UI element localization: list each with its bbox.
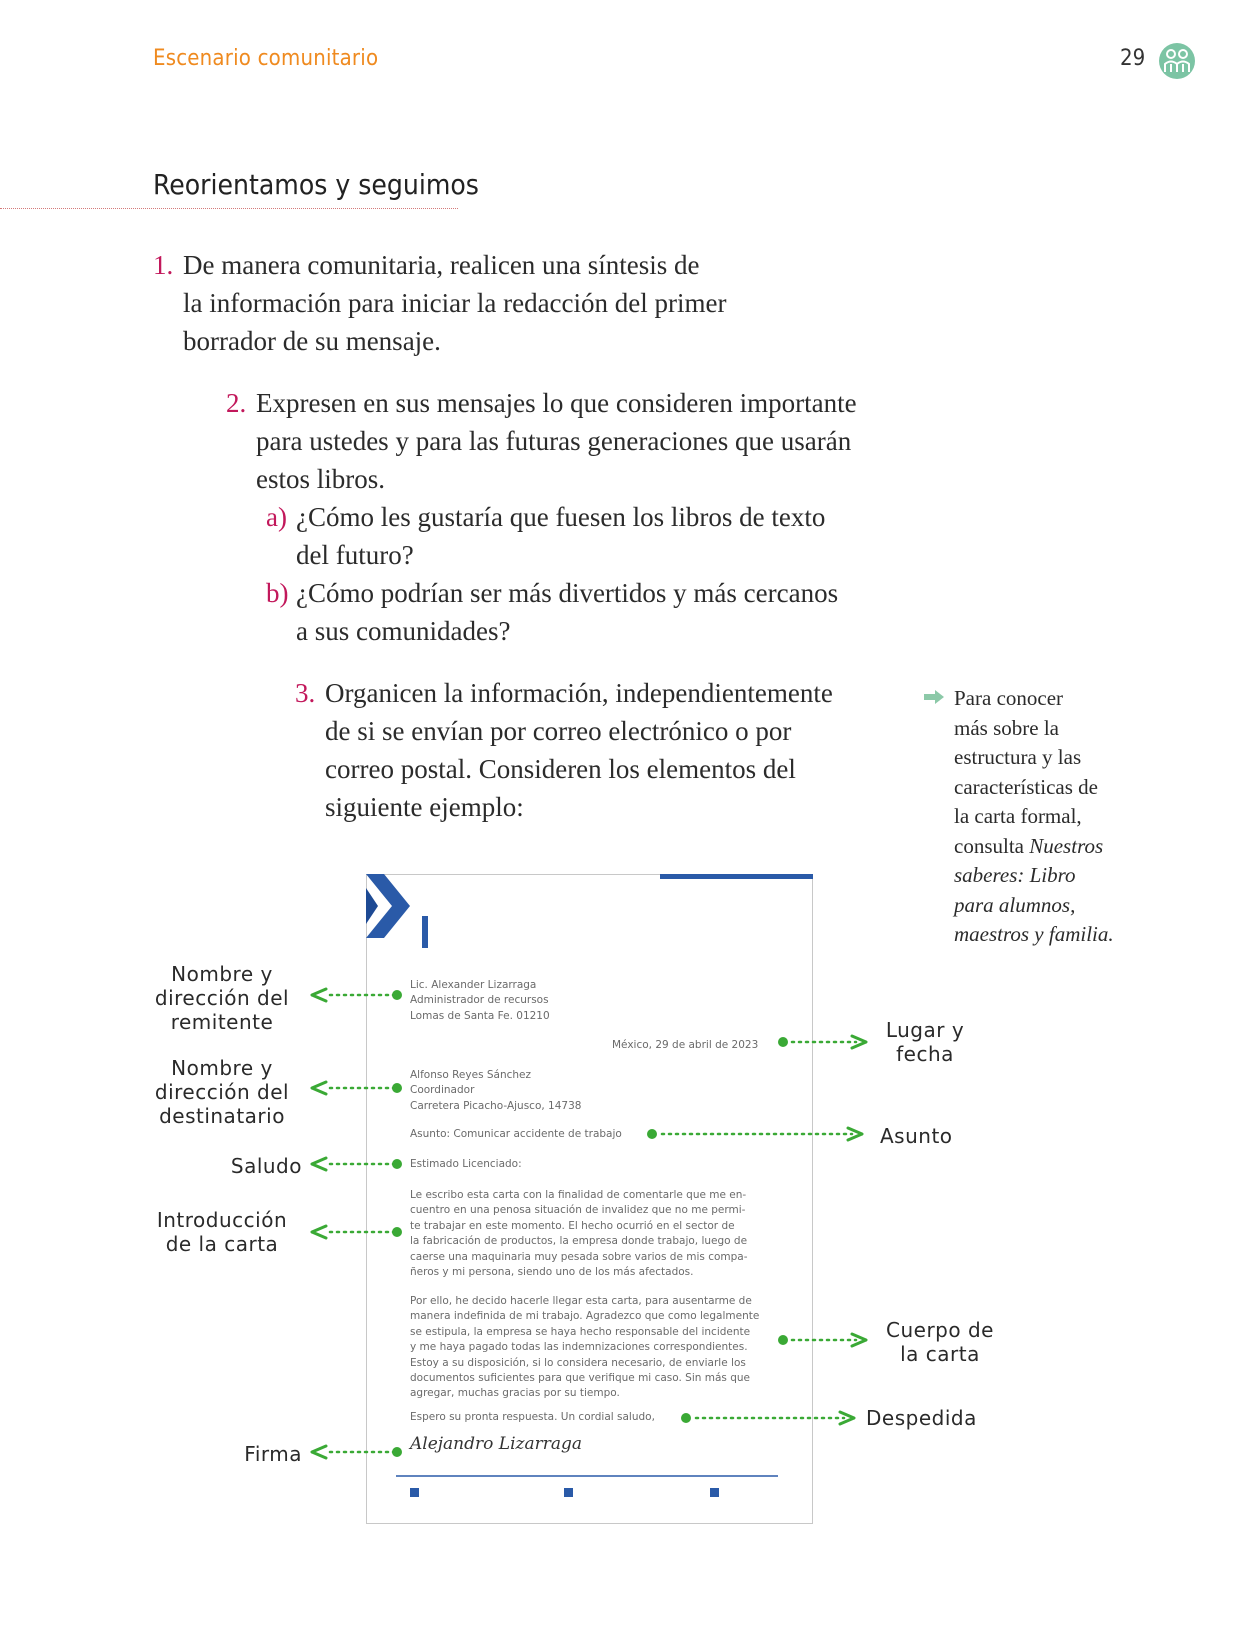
- instruction-number: 3.: [295, 678, 316, 708]
- instruction-line: de si se envían por correo electrónico o por: [325, 716, 792, 746]
- arrow-introduccion: [312, 1226, 402, 1238]
- body-line: documentos suficientes para que verifique mi caso. Sin más que: [410, 1372, 750, 1385]
- body-line: y me haya pagado todas las indemnizaciones correspondientes.: [410, 1341, 748, 1354]
- label-line: Introducción: [156, 1208, 288, 1232]
- label-line: remitente: [170, 1010, 274, 1034]
- recipient-line: Alfonso Reyes Sánchez: [410, 1069, 532, 1081]
- sub-question-line: ¿Cómo les gustaría que fuesen los libros de texto: [296, 502, 826, 532]
- intro-line: te trabajar en este momento. El hecho ocurrió en el sector de: [410, 1219, 735, 1232]
- instruction-line: De manera comunitaria, realicen una síntesis de: [183, 250, 700, 280]
- book-title: maestros y familia.: [954, 922, 1114, 946]
- label-line: fecha: [896, 1042, 954, 1066]
- label-line: destinatario: [159, 1104, 285, 1128]
- label-asunto: Asunto: [880, 1124, 953, 1148]
- place-date: México, 29 de abril de 2023: [612, 1039, 759, 1051]
- label-firma: Firma: [244, 1442, 302, 1466]
- side-note-line: Para conocer: [954, 686, 1064, 710]
- instruction-line: para ustedes y para las futuras generaciones que usarán: [256, 426, 852, 456]
- body-line: Estoy a su disposición, si lo considera necesario, de enviarle los: [410, 1356, 746, 1369]
- label-line: Nombre y: [171, 1056, 273, 1080]
- arrow-asunto: [647, 1128, 862, 1140]
- instruction-line: estos libros.: [256, 464, 386, 494]
- instruction-number: 2.: [226, 388, 247, 418]
- book-title: Nuestros: [1029, 833, 1104, 858]
- label-line: dirección del: [154, 986, 290, 1010]
- sub-question-letter: a): [266, 502, 287, 532]
- label-saludo: Saludo: [230, 1154, 302, 1178]
- intro-line: la fabricación de productos, la empresa donde trabajo, luego de: [410, 1235, 748, 1248]
- sub-question-line: a sus comunidades?: [296, 616, 511, 646]
- instruction-line: Organicen la información, independientemente: [325, 678, 833, 708]
- sender-line: Lic. Alexander Lizarraga: [410, 979, 537, 991]
- page-number: 29: [1120, 46, 1146, 71]
- body-line: manera indefinida de mi trabajo. Agradezco que como legalmente: [410, 1310, 760, 1323]
- arrow-saludo: [312, 1158, 402, 1170]
- instruction-line: la información para iniciar la redacción del primer: [183, 288, 727, 318]
- book-title: para alumnos,: [954, 892, 1076, 917]
- sub-question-line: del futuro?: [296, 540, 414, 570]
- intro-line: ñeros y mi persona, siendo uno de los más afectados.: [410, 1266, 694, 1279]
- section-heading: Reorientamos y seguimos: [153, 168, 479, 201]
- sub-question-letter: b): [266, 578, 289, 608]
- greeting: Estimado Licenciado:: [410, 1158, 522, 1170]
- closing: Espero su pronta respuesta. Un cordial saludo,: [410, 1411, 655, 1423]
- instruction-line: Expresen en sus mensajes lo que consideren importante: [256, 388, 857, 418]
- arrow-firma: [312, 1446, 402, 1458]
- label-line: de la carta: [165, 1232, 279, 1256]
- body-line: Por ello, he decido hacerle llegar esta carta, para ausentarme de: [410, 1295, 752, 1307]
- recipient-line: Coordinador: [410, 1084, 475, 1097]
- body-line: agregar, muchas gracias por su tiempo.: [410, 1387, 620, 1400]
- subject-line: Asunto: Comunicar accidente de trabajo: [410, 1128, 622, 1140]
- arrow-despedida: [681, 1412, 854, 1424]
- sender-line: Administrador de recursos: [410, 994, 549, 1007]
- instruction-line: correo postal. Consideren los elementos del: [325, 754, 796, 784]
- side-note-line: características de: [954, 774, 1098, 799]
- instruction-line: borrador de su mensaje.: [183, 326, 441, 356]
- sub-question-line: ¿Cómo podrían ser más divertidos y más cercanos: [296, 578, 839, 608]
- book-title: saberes: Libro: [954, 863, 1076, 887]
- section-label: Escenario comunitario: [153, 46, 379, 71]
- side-note-line: la carta formal,: [954, 804, 1082, 828]
- instruction-line: siguiente ejemplo:: [325, 792, 524, 822]
- intro-line: caerse una maquinaria muy pesada sobre varios de mis compa-: [410, 1250, 748, 1263]
- arrow-destinatario: [312, 1082, 402, 1094]
- label-line: Nombre y: [171, 962, 273, 986]
- label-line: Cuerpo de: [886, 1318, 994, 1342]
- sender-line: Lomas de Santa Fe. 01210: [410, 1009, 550, 1022]
- label-line: dirección del: [154, 1080, 290, 1104]
- side-note-line: más sobre la: [954, 715, 1059, 740]
- recipient-line: Carretera Picacho-Ajusco, 14738: [410, 1099, 582, 1112]
- intro-line: Le escribo esta carta con la finalidad de comentarle que me en-: [410, 1189, 747, 1201]
- arrow-lugar-fecha: [778, 1036, 866, 1048]
- label-line: la carta: [900, 1342, 980, 1366]
- label-despedida: Despedida: [866, 1406, 977, 1430]
- intro-line: cuentro en una penosa situación de invalidez que no me permi-: [410, 1204, 746, 1217]
- arrow-cuerpo: [778, 1334, 866, 1346]
- body-line: se estipula, la empresa se haya hecho responsable del incidente: [410, 1325, 751, 1338]
- arrow-remitente: [312, 989, 402, 1001]
- side-note-line: estructura y las: [954, 745, 1082, 769]
- side-note-consulta: consulta: [954, 833, 1024, 858]
- signature: Alejandro Lizarraga: [410, 1434, 583, 1454]
- label-line: Lugar y: [885, 1018, 965, 1042]
- instruction-number: 1.: [153, 250, 174, 280]
